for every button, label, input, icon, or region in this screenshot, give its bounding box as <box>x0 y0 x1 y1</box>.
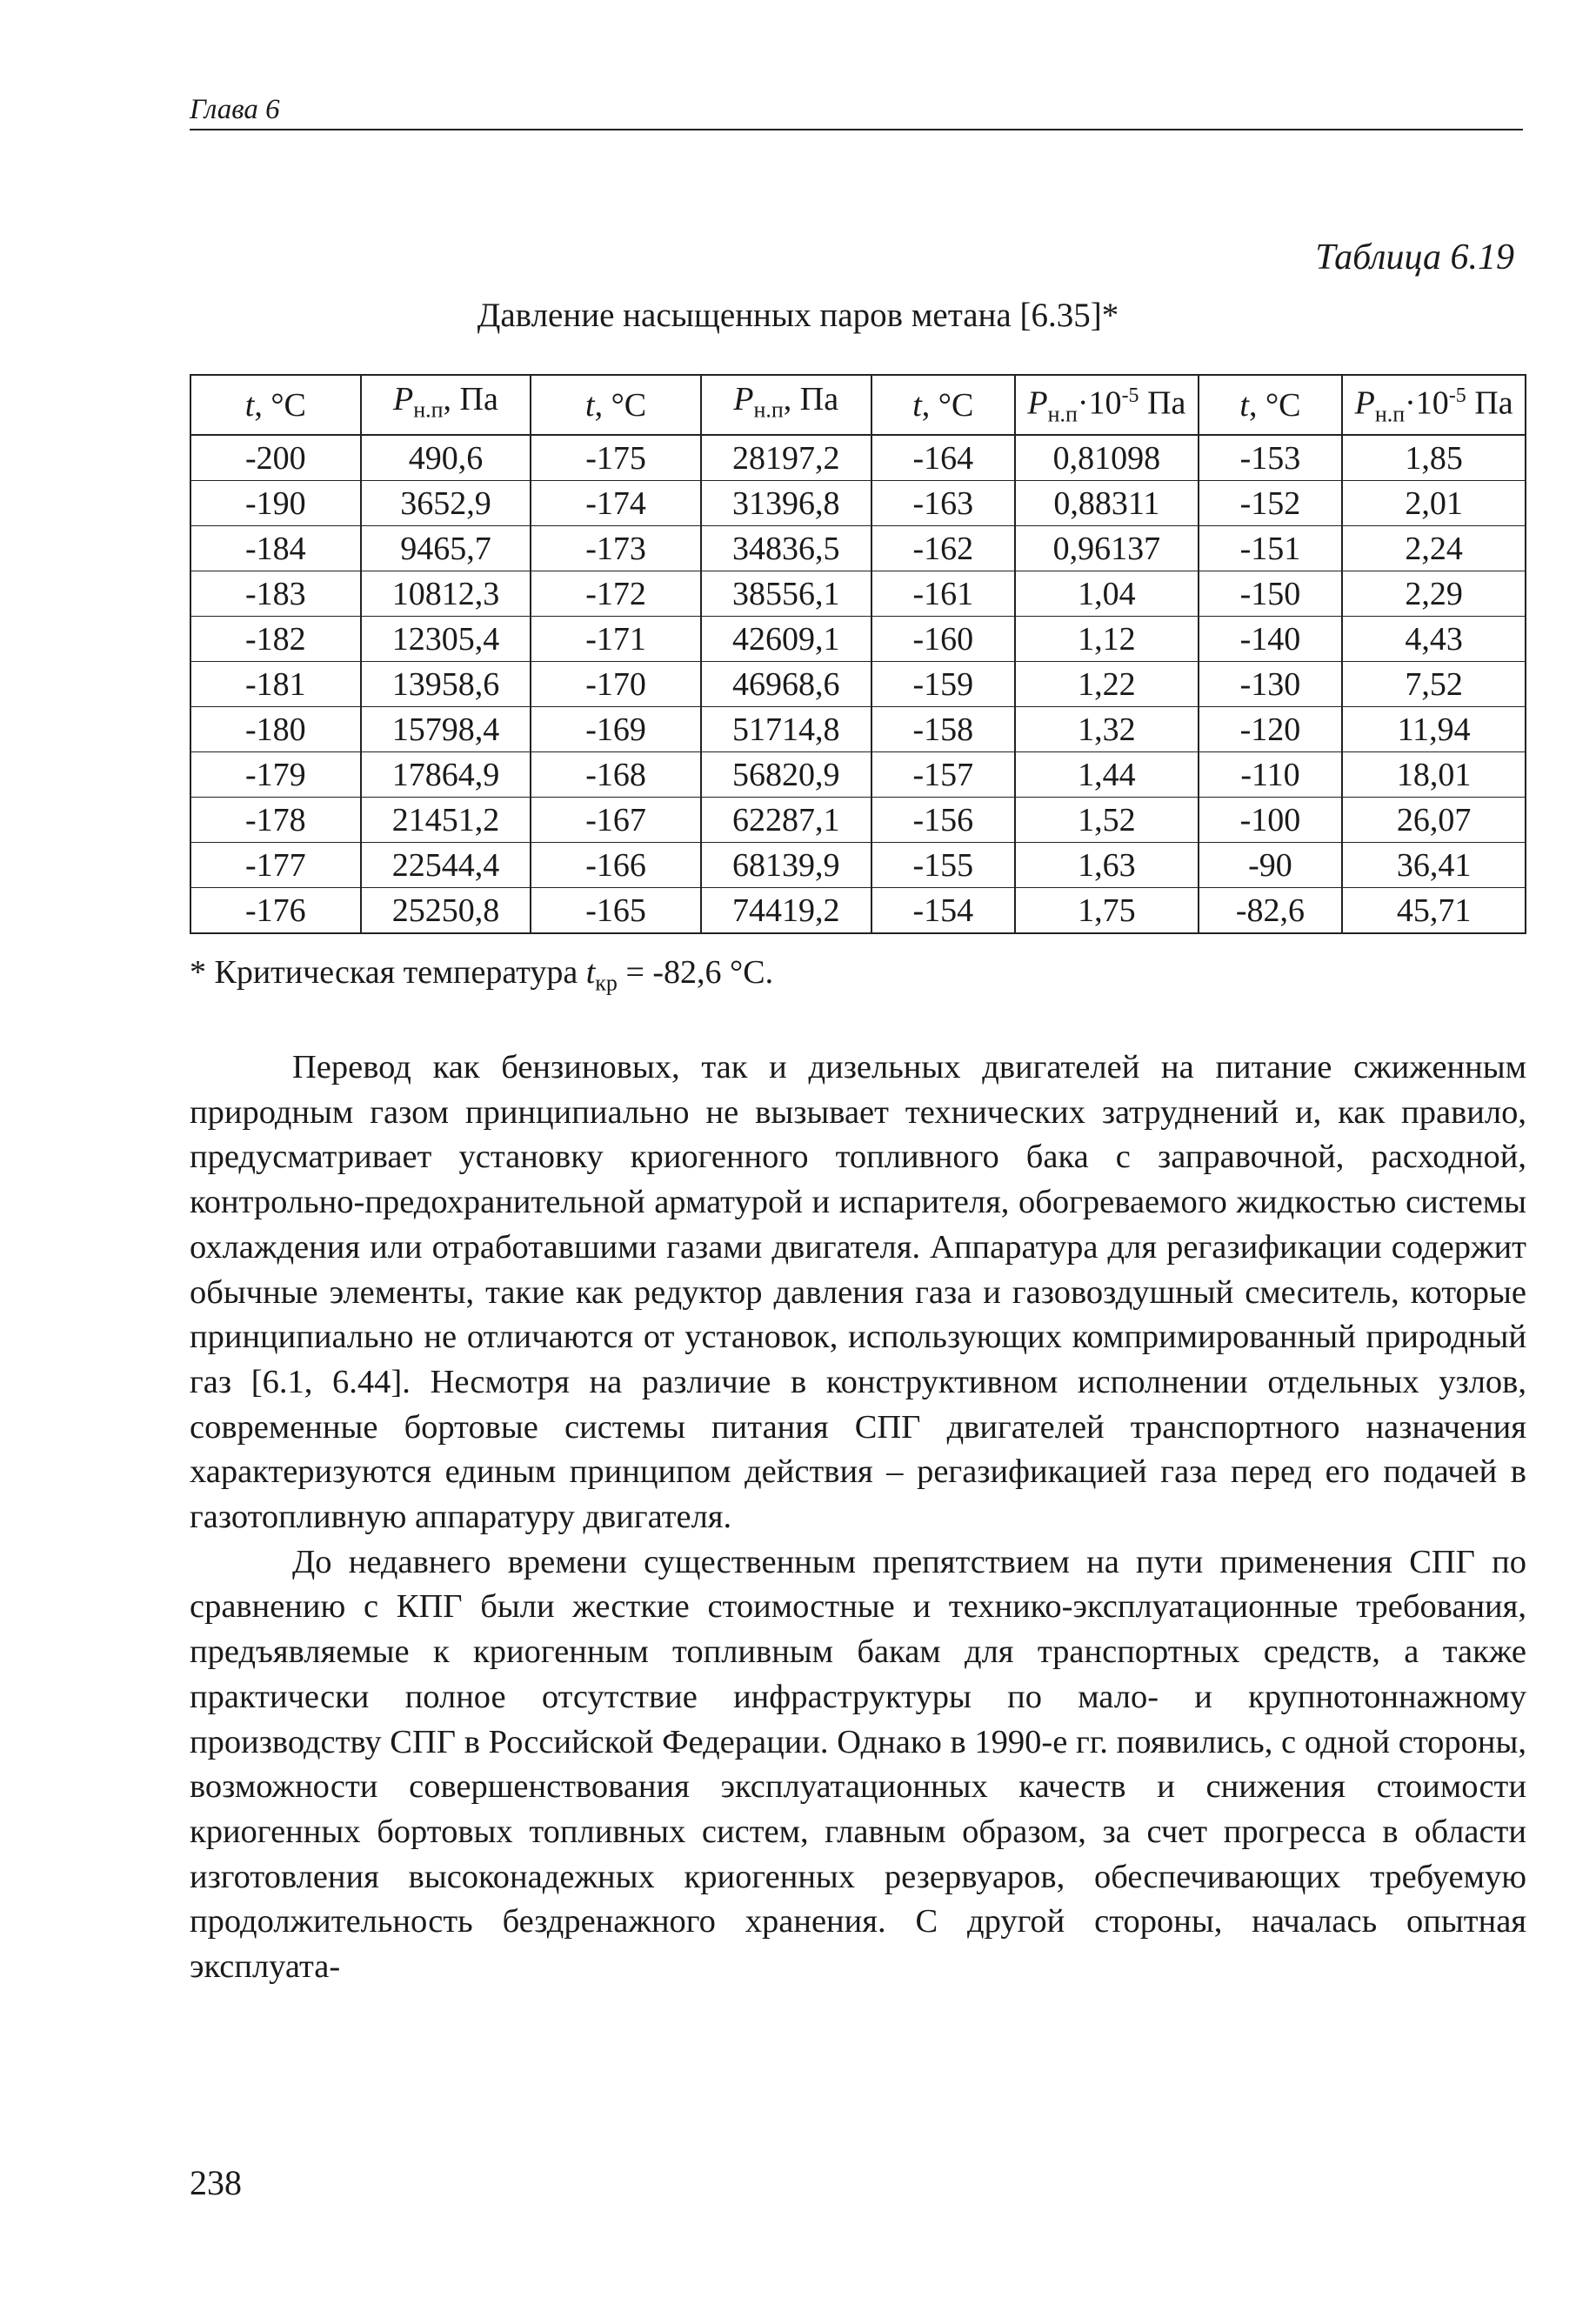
table-footnote: * Критическая температура $t_{кр} = -82,6$ °С. <box>190 954 774 996</box>
table-cell: 9465,7 <box>361 526 531 571</box>
table-cell: 36,41 <box>1342 843 1526 888</box>
table-row <box>190 707 1526 752</box>
table-cell: 2,29 <box>1342 571 1526 617</box>
table-cell: 12305,4 <box>361 617 531 662</box>
table-cell: 1,75 <box>1015 888 1199 934</box>
table-cell: -171 <box>531 617 701 662</box>
table-cell: 0,88311 <box>1015 481 1199 526</box>
table-cell: 1,12 <box>1015 617 1199 662</box>
running-head: Глава 6 <box>190 94 280 125</box>
table-cell: -176 <box>190 888 361 934</box>
table-cell: 1,22 <box>1015 662 1199 707</box>
table-row <box>190 752 1526 798</box>
table-cell: -161 <box>871 571 1016 617</box>
table-cell: -180 <box>190 707 361 752</box>
table-body <box>190 435 1526 933</box>
page-number: 238 <box>190 2163 242 2202</box>
table-row <box>190 571 1526 617</box>
paragraph: До недавнего времени существенным препятствием на пути применения СПГ по сравнению с КПГ были жесткие стоимостные и технико-эксплуатационные требования, предъявляемые к криогенным топливным бакам для транспортных средств, а также практически полное отсутствие инфраструктуры по мало- и крупнотоннажному производству СПГ в Российской Федерации. Однако в 1990-е гг. появились, с одной стороны, возможности совершенствования эксплуатационных качеств и снижения стоимости криогенных бортовых топливных систем, главным образом, за счет прогресса в области изготовления высоконадежных криогенных резервуаров, обеспечивающих требуемую продолжительность бездренажного хранения. С другой стороны, началась опытная эксплуата- <box>190 1543 1526 1986</box>
table-cell: 26,07 <box>1342 798 1526 843</box>
paragraph: Перевод как бензиновых, так и дизельных двигателей на питание сжиженным природным газом принципиально не вызывает технических затруднений и, как правило, предусматривает установку криогенного топливного бака с заправочной, расходной, контрольно-предохранительной арматурой и испарителя, обогреваемого жидкостью системы охлаждения или отработавшими газами двигателя. Аппаратура для регазификации содержит обычные элементы, такие как редуктор давления газа и газовоздушный смеситель, которые принципиально не отличаются от установок, использующих компримированный природный газ [6.1, 6.44]. Несмотря на различие в конструктивном исполнении отдельных узлов, современные бортовые системы питания СПГ двигателей транспортного назначения характеризуются единым принципом действия – регазификацией газа перед его подачей в газотопливную аппаратуру двигателя. <box>190 1049 1526 1536</box>
table-cell: -190 <box>190 481 361 526</box>
table-cell: -120 <box>1199 707 1343 752</box>
table-cell: 21451,2 <box>361 798 531 843</box>
table-cell: -158 <box>871 707 1016 752</box>
table-cell: 62287,1 <box>701 798 871 843</box>
table-cell: 25250,8 <box>361 888 531 934</box>
table-cell: 34836,5 <box>701 526 871 571</box>
table-cell: 1,32 <box>1015 707 1199 752</box>
table-cell: -160 <box>871 617 1016 662</box>
table-header-row <box>190 375 1526 435</box>
table-cell: -155 <box>871 843 1016 888</box>
table-cell: -140 <box>1199 617 1343 662</box>
table-cell: -164 <box>871 435 1016 481</box>
table-cell: -178 <box>190 798 361 843</box>
table-cell: -184 <box>190 526 361 571</box>
table-cell: -174 <box>531 481 701 526</box>
table-cell: 7,52 <box>1342 662 1526 707</box>
table-cell: -183 <box>190 571 361 617</box>
table-cell: -170 <box>531 662 701 707</box>
column-header: $P_{н.п}\cdot 10^{-5}$ Па <box>1342 375 1526 435</box>
table-cell: -175 <box>531 435 701 481</box>
column-header: t, °С <box>531 375 701 435</box>
table-cell: -168 <box>531 752 701 798</box>
table-cell: -90 <box>1199 843 1343 888</box>
table-cell: -82,6 <box>1199 888 1343 934</box>
table-cell: 45,71 <box>1342 888 1526 934</box>
table-cell: 51714,8 <box>701 707 871 752</box>
table-cell: -200 <box>190 435 361 481</box>
table-row <box>190 435 1526 481</box>
table-cell: 15798,4 <box>361 707 531 752</box>
table-cell: 42609,1 <box>701 617 871 662</box>
table-cell: -169 <box>531 707 701 752</box>
table-cell: -172 <box>531 571 701 617</box>
table-row <box>190 481 1526 526</box>
table-cell: 13958,6 <box>361 662 531 707</box>
table-cell: 0,96137 <box>1015 526 1199 571</box>
table-cell: -179 <box>190 752 361 798</box>
table-cell: 490,6 <box>361 435 531 481</box>
table-cell: -154 <box>871 888 1016 934</box>
table-cell: 18,01 <box>1342 752 1526 798</box>
table-cell: -151 <box>1199 526 1343 571</box>
table-cell: 22544,4 <box>361 843 531 888</box>
table-cell: -177 <box>190 843 361 888</box>
table-row <box>190 526 1526 571</box>
table-cell: -163 <box>871 481 1016 526</box>
column-header: $P_{н.п}$, Па <box>701 375 871 435</box>
table-cell: 28197,2 <box>701 435 871 481</box>
table-cell: -153 <box>1199 435 1343 481</box>
table-cell: 2,01 <box>1342 481 1526 526</box>
table-cell: 0,81098 <box>1015 435 1199 481</box>
column-header: $P_{н.п}\cdot 10^{-5}$ Па <box>1015 375 1199 435</box>
table-cell: 1,44 <box>1015 752 1199 798</box>
table-row <box>190 843 1526 888</box>
table-cell: -167 <box>531 798 701 843</box>
table-cell: 17864,9 <box>361 752 531 798</box>
table-cell: -162 <box>871 526 1016 571</box>
column-header: t, °С <box>190 375 361 435</box>
table-cell: -130 <box>1199 662 1343 707</box>
table-number: Таблица 6.19 <box>1315 237 1514 277</box>
table-cell: 10812,3 <box>361 571 531 617</box>
table-cell: 4,43 <box>1342 617 1526 662</box>
column-header: $P_{н.п}$, Па <box>361 375 531 435</box>
table-cell: 2,24 <box>1342 526 1526 571</box>
table-cell: 68139,9 <box>701 843 871 888</box>
table-cell: 56820,9 <box>701 752 871 798</box>
table-cell: -166 <box>531 843 701 888</box>
body-text <box>190 1045 1526 1990</box>
table-cell: -159 <box>871 662 1016 707</box>
table-cell: -110 <box>1199 752 1343 798</box>
table-cell: -182 <box>190 617 361 662</box>
table-cell: 46968,6 <box>701 662 871 707</box>
table-cell: -157 <box>871 752 1016 798</box>
table-cell: 11,94 <box>1342 707 1526 752</box>
table-cell: 38556,1 <box>701 571 871 617</box>
table-cell: 1,52 <box>1015 798 1199 843</box>
table-row <box>190 888 1526 934</box>
table-cell: 1,04 <box>1015 571 1199 617</box>
table-caption: Давление насыщенных паров метана [6.35]* <box>477 297 1119 334</box>
table-cell: 74419,2 <box>701 888 871 934</box>
table-row <box>190 617 1526 662</box>
table-cell: 3652,9 <box>361 481 531 526</box>
header-rule <box>190 129 1523 130</box>
table-cell: -100 <box>1199 798 1343 843</box>
table-cell: -150 <box>1199 571 1343 617</box>
column-header: t, °С <box>1199 375 1343 435</box>
table-cell: -152 <box>1199 481 1343 526</box>
saturated-vapor-pressure-table <box>190 374 1526 934</box>
table-cell: 1,63 <box>1015 843 1199 888</box>
table-cell: 1,85 <box>1342 435 1526 481</box>
table-cell: -165 <box>531 888 701 934</box>
table-cell: -181 <box>190 662 361 707</box>
table-cell: -173 <box>531 526 701 571</box>
column-header: t, °С <box>871 375 1016 435</box>
table-row <box>190 662 1526 707</box>
table-cell: -156 <box>871 798 1016 843</box>
table-cell: 31396,8 <box>701 481 871 526</box>
table-row <box>190 798 1526 843</box>
